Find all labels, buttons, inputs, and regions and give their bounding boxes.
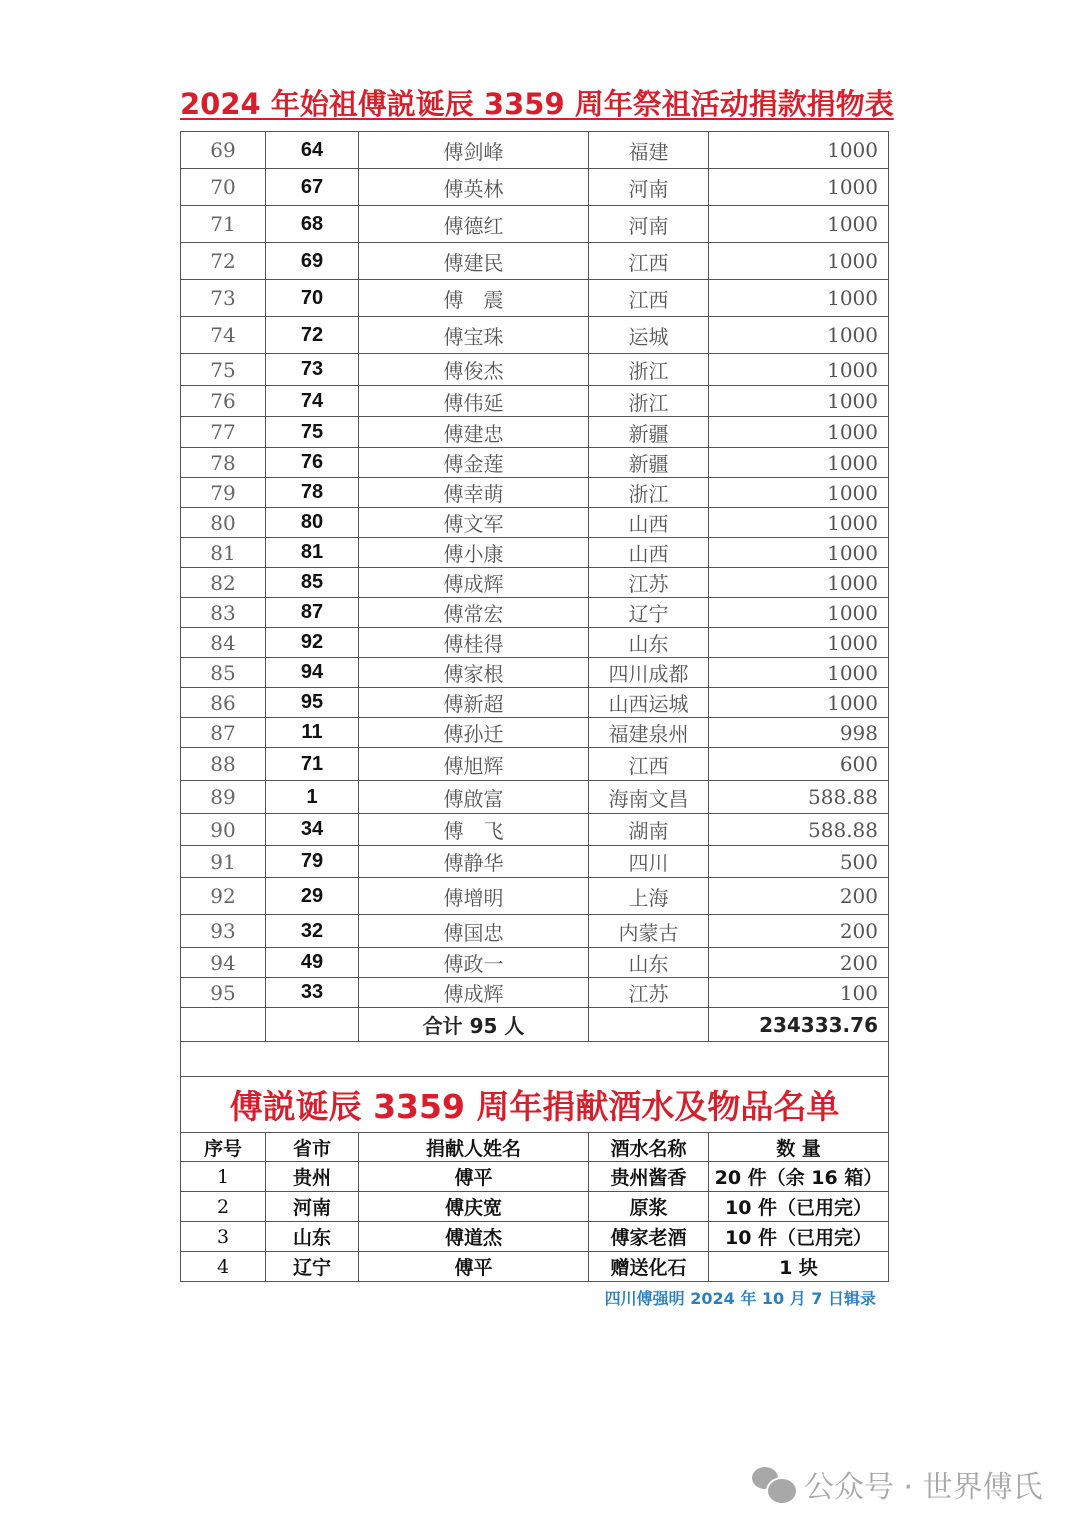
donation-row	[181, 280, 889, 317]
donation-amount: 588.88	[709, 781, 889, 814]
donor-name: 傅建忠	[359, 417, 589, 448]
row-number: 29	[266, 878, 359, 915]
donor-name: 傅幸萌	[359, 478, 589, 508]
row-number: 94	[266, 658, 359, 688]
row-seq: 94	[181, 948, 266, 978]
donation-row	[181, 568, 889, 598]
item-seq: 2	[181, 1192, 266, 1222]
row-seq: 90	[181, 814, 266, 846]
row-seq: 78	[181, 448, 266, 478]
total-amount: 234333.76	[709, 1008, 889, 1042]
donor-place: 山东	[589, 628, 709, 658]
donation-amount: 1000	[709, 169, 889, 206]
donation-row	[181, 317, 889, 354]
row-number: 49	[266, 948, 359, 978]
donation-amount: 588.88	[709, 814, 889, 846]
donation-row	[181, 781, 889, 814]
item-seq: 3	[181, 1222, 266, 1252]
row-number: 81	[266, 538, 359, 568]
row-seq: 89	[181, 781, 266, 814]
total-label: 合计 95 人	[359, 1008, 589, 1042]
donor-name: 傅文军	[359, 508, 589, 538]
row-seq: 72	[181, 243, 266, 280]
item-province: 贵州	[266, 1162, 359, 1192]
donor-place: 浙江	[589, 354, 709, 386]
donation-amount: 1000	[709, 132, 889, 169]
donor-name: 傅宝珠	[359, 317, 589, 354]
header-province: 省市	[266, 1133, 359, 1162]
donor-name: 傅 飞	[359, 814, 589, 846]
row-number: 78	[266, 478, 359, 508]
row-number: 34	[266, 814, 359, 846]
items-title-row	[181, 1077, 889, 1133]
donor-name: 傅新超	[359, 688, 589, 718]
donation-amount: 1000	[709, 598, 889, 628]
row-seq: 91	[181, 846, 266, 878]
donor-place: 江苏	[589, 978, 709, 1008]
donor-name: 傅常宏	[359, 598, 589, 628]
donation-row	[181, 132, 889, 169]
donation-row	[181, 538, 889, 568]
donor-name: 傅剑峰	[359, 132, 589, 169]
donation-amount: 1000	[709, 628, 889, 658]
wechat-icon	[752, 1467, 796, 1501]
item-name: 贵州酱香	[589, 1162, 709, 1192]
row-seq: 84	[181, 628, 266, 658]
donation-row	[181, 878, 889, 915]
row-seq: 70	[181, 169, 266, 206]
donation-row	[181, 478, 889, 508]
row-number: 69	[266, 243, 359, 280]
donor-name: 傅德红	[359, 206, 589, 243]
item-row	[181, 1192, 889, 1222]
credit-line: 四川傅强明 2024 年 10 月 7 日辑录	[604, 1289, 876, 1308]
donor-place: 山东	[589, 948, 709, 978]
header-seq: 序号	[181, 1133, 266, 1162]
row-seq: 80	[181, 508, 266, 538]
row-number: 74	[266, 386, 359, 417]
donor-name: 傅伟延	[359, 386, 589, 417]
item-donor: 傅道杰	[359, 1222, 589, 1252]
item-donor: 傅平	[359, 1162, 589, 1192]
donor-place: 新疆	[589, 448, 709, 478]
donor-place: 浙江	[589, 386, 709, 417]
donor-place: 上海	[589, 878, 709, 915]
row-number: 72	[266, 317, 359, 354]
donation-row	[181, 508, 889, 538]
donor-place: 福建泉州	[589, 718, 709, 748]
donor-place: 江苏	[589, 568, 709, 598]
item-qty: 1 块	[709, 1252, 889, 1282]
row-number: 95	[266, 688, 359, 718]
donation-row	[181, 628, 889, 658]
row-number: 64	[266, 132, 359, 169]
row-number: 33	[266, 978, 359, 1008]
donation-amount: 1000	[709, 478, 889, 508]
item-name: 原浆	[589, 1192, 709, 1222]
donor-place: 山西	[589, 538, 709, 568]
row-number: 73	[266, 354, 359, 386]
watermark	[752, 1462, 1043, 1506]
row-number: 75	[266, 417, 359, 448]
blank-row	[181, 1042, 889, 1077]
donor-place: 江西	[589, 748, 709, 781]
donation-row	[181, 448, 889, 478]
donor-name: 傅孙迁	[359, 718, 589, 748]
items-title: 傅説诞辰 3359 周年捐献酒水及物品名单	[181, 1077, 889, 1133]
donation-row	[181, 598, 889, 628]
header-qty: 数 量	[709, 1133, 889, 1162]
donor-name: 傅政一	[359, 948, 589, 978]
donation-amount: 200	[709, 948, 889, 978]
row-seq: 93	[181, 915, 266, 948]
item-name: 赠送化石	[589, 1252, 709, 1282]
item-qty: 10 件（已用完）	[709, 1192, 889, 1222]
row-number: 70	[266, 280, 359, 317]
donor-name: 傅国忠	[359, 915, 589, 948]
row-seq: 92	[181, 878, 266, 915]
donation-amount: 1000	[709, 280, 889, 317]
item-donor: 傅庆宽	[359, 1192, 589, 1222]
donor-place: 河南	[589, 169, 709, 206]
item-name: 傅家老酒	[589, 1222, 709, 1252]
item-row	[181, 1252, 889, 1282]
donor-name: 傅建民	[359, 243, 589, 280]
donation-row	[181, 688, 889, 718]
donation-amount: 500	[709, 846, 889, 878]
row-seq: 77	[181, 417, 266, 448]
donation-amount: 1000	[709, 243, 889, 280]
row-seq: 71	[181, 206, 266, 243]
donation-amount: 1000	[709, 317, 889, 354]
row-number: 67	[266, 169, 359, 206]
donation-amount: 998	[709, 718, 889, 748]
donation-amount: 100	[709, 978, 889, 1008]
donor-name: 傅桂得	[359, 628, 589, 658]
donor-name: 傅俊杰	[359, 354, 589, 386]
donation-amount: 200	[709, 915, 889, 948]
item-qty: 10 件（已用完）	[709, 1222, 889, 1252]
donation-amount: 1000	[709, 448, 889, 478]
item-donor: 傅平	[359, 1252, 589, 1282]
donor-place: 江西	[589, 280, 709, 317]
donation-amount: 1000	[709, 568, 889, 598]
row-seq: 95	[181, 978, 266, 1008]
item-qty: 20 件（余 16 箱）	[709, 1162, 889, 1192]
donor-name: 傅 震	[359, 280, 589, 317]
row-number: 32	[266, 915, 359, 948]
donation-row	[181, 748, 889, 781]
donation-amount: 1000	[709, 206, 889, 243]
row-seq: 81	[181, 538, 266, 568]
donation-amount: 1000	[709, 417, 889, 448]
donation-amount: 600	[709, 748, 889, 781]
donation-row	[181, 417, 889, 448]
donation-amount: 1000	[709, 658, 889, 688]
row-number: 85	[266, 568, 359, 598]
donor-name: 傅增明	[359, 878, 589, 915]
donor-name: 傅旭辉	[359, 748, 589, 781]
row-seq: 69	[181, 132, 266, 169]
row-number: 80	[266, 508, 359, 538]
donation-amount: 200	[709, 878, 889, 915]
donation-row	[181, 386, 889, 417]
donation-table	[180, 131, 889, 1282]
row-number: 92	[266, 628, 359, 658]
donor-place: 四川成都	[589, 658, 709, 688]
donor-name: 傅啟富	[359, 781, 589, 814]
donor-place: 海南文昌	[589, 781, 709, 814]
watermark-text: 公众号 · 世界傅氏	[804, 1470, 1043, 1505]
row-number: 79	[266, 846, 359, 878]
donation-amount: 1000	[709, 354, 889, 386]
row-seq: 82	[181, 568, 266, 598]
donation-row	[181, 948, 889, 978]
row-seq: 88	[181, 748, 266, 781]
donor-name: 傅成辉	[359, 568, 589, 598]
row-number: 76	[266, 448, 359, 478]
donation-amount: 1000	[709, 538, 889, 568]
donation-amount: 1000	[709, 688, 889, 718]
donation-row	[181, 846, 889, 878]
donor-place: 辽宁	[589, 598, 709, 628]
row-seq: 85	[181, 658, 266, 688]
row-seq: 83	[181, 598, 266, 628]
item-province: 河南	[266, 1192, 359, 1222]
row-seq: 75	[181, 354, 266, 386]
donation-amount: 1000	[709, 508, 889, 538]
donor-place: 河南	[589, 206, 709, 243]
row-number: 68	[266, 206, 359, 243]
donation-row	[181, 658, 889, 688]
donor-place: 内蒙古	[589, 915, 709, 948]
donation-row	[181, 915, 889, 948]
donation-row	[181, 354, 889, 386]
donor-place: 江西	[589, 243, 709, 280]
donation-row	[181, 978, 889, 1008]
donor-place: 浙江	[589, 478, 709, 508]
donor-place: 湖南	[589, 814, 709, 846]
row-seq: 76	[181, 386, 266, 417]
items-header-row	[181, 1133, 889, 1162]
donor-name: 傅小康	[359, 538, 589, 568]
row-number: 87	[266, 598, 359, 628]
donation-row	[181, 169, 889, 206]
donor-name: 傅成辉	[359, 978, 589, 1008]
donor-place: 新疆	[589, 417, 709, 448]
document-title: 2024 年始祖傅説诞辰 3359 周年祭祖活动捐款捐物表	[180, 87, 894, 121]
row-seq: 74	[181, 317, 266, 354]
donor-place: 福建	[589, 132, 709, 169]
row-seq: 73	[181, 280, 266, 317]
donor-name: 傅静华	[359, 846, 589, 878]
item-seq: 1	[181, 1162, 266, 1192]
row-seq: 79	[181, 478, 266, 508]
donor-name: 傅英林	[359, 169, 589, 206]
item-seq: 4	[181, 1252, 266, 1282]
header-item: 酒水名称	[589, 1133, 709, 1162]
donation-row	[181, 243, 889, 280]
donor-name: 傅家根	[359, 658, 589, 688]
header-donor: 捐献人姓名	[359, 1133, 589, 1162]
donor-place: 运城	[589, 317, 709, 354]
donor-name: 傅金莲	[359, 448, 589, 478]
donor-place: 四川	[589, 846, 709, 878]
row-number: 1	[266, 781, 359, 814]
row-number: 11	[266, 718, 359, 748]
item-province: 辽宁	[266, 1252, 359, 1282]
row-seq: 86	[181, 688, 266, 718]
donation-amount: 1000	[709, 386, 889, 417]
donation-row	[181, 814, 889, 846]
donor-place: 山西	[589, 508, 709, 538]
item-row	[181, 1222, 889, 1252]
item-row	[181, 1162, 889, 1192]
total-row	[181, 1008, 889, 1042]
donor-place: 山西运城	[589, 688, 709, 718]
donation-row	[181, 718, 889, 748]
donation-row	[181, 206, 889, 243]
row-seq: 87	[181, 718, 266, 748]
row-number: 71	[266, 748, 359, 781]
item-province: 山东	[266, 1222, 359, 1252]
